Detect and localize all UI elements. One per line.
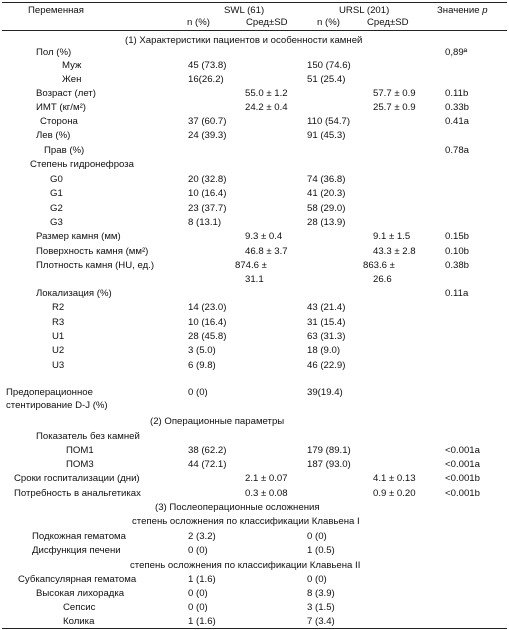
row-label: Сепсис (63, 602, 96, 613)
swl-count-cell: 10 (16.4) (188, 188, 227, 199)
ursl-mean-cell: 25.7 ± 0.9 (373, 102, 416, 113)
row-label: G0 (50, 174, 63, 185)
section-heading: степень осложнения по классификации Клавьена II (130, 560, 361, 571)
swl-count-cell: 38 (62.2) (188, 445, 227, 456)
header-rule (2, 30, 507, 31)
row-label: Локализация (%) (36, 288, 112, 299)
ursl-count-cell: 150 (74.6) (307, 60, 351, 71)
row-label: Муж (62, 60, 82, 71)
ursl-count-cell: 91 (45.3) (307, 130, 346, 141)
swl-count-cell: 24 (39.3) (188, 130, 227, 141)
row-label: Колика (63, 616, 95, 627)
ursl-mean-cell: 57.7 ± 0.9 (373, 88, 416, 99)
swl-mean-cell: 46.8 ± 3.7 (245, 246, 288, 257)
ursl-count-cell: 46 (22.9) (307, 360, 346, 371)
row-label: ПОМ1 (66, 445, 94, 456)
p-value-cell: 0,89ª (445, 47, 468, 58)
swl-count-cell: 0 (0) (188, 602, 208, 613)
swl-count-cell: 0 (0) (188, 545, 208, 556)
swl-mean-cell: 2.1 ± 0.07 (245, 473, 288, 484)
row-label: Субкапсулярная гематома (18, 574, 137, 585)
swl-mean-cell: 31.1 (245, 274, 264, 285)
p-value-cell: <0.001a (445, 459, 480, 470)
ursl-count-cell: 179 (89.1) (307, 445, 351, 456)
section-heading: степень осложнения по классификации Клавьена I (132, 516, 360, 527)
ursl-count-cell: 28 (13.9) (307, 217, 346, 228)
ursl-count-cell: 187 (93.0) (307, 459, 351, 470)
ursl-count-cell: 74 (36.8) (307, 174, 346, 185)
row-label: Сроки госпитализации (дни) (14, 473, 140, 484)
row-label: U2 (52, 345, 65, 356)
p-value-cell: 0.41a (445, 116, 470, 127)
ursl-count-cell: 0 (0) (307, 574, 327, 585)
swl-count-cell: 3 (5.0) (188, 345, 216, 356)
bottom-rule (2, 628, 507, 629)
row-label: Потребность в анальгетиках (14, 488, 141, 499)
ursl-count-cell: 41 (20.3) (307, 188, 346, 199)
row-label: G1 (50, 188, 63, 199)
swl-count-cell: 10 (16.4) (188, 317, 227, 328)
row-label: Лев (%) (36, 130, 71, 141)
section-heading: (1) Характеристики пациентов и особенности камней (125, 35, 363, 46)
ursl-count-cell: 58 (29.0) (307, 203, 346, 214)
row-label: U3 (52, 360, 65, 371)
row-label: ПОМ3 (66, 459, 94, 470)
ursl-mean-cell: 4.1 ± 0.13 (373, 473, 416, 484)
swl-count-cell: 14 (23.0) (188, 302, 227, 313)
swl-count-cell: 0 (0) (188, 387, 208, 398)
p-value-cell: 0.38b (445, 260, 470, 271)
row-label: Прав (%) (44, 145, 85, 156)
swl-count-cell: 16(26.2) (188, 74, 224, 85)
swl-count-cell: 44 (72.1) (188, 459, 227, 470)
row-label: Поверхность камня (мм²) (36, 246, 149, 257)
section-heading: (3) Послеоперационные осложнения (155, 502, 320, 513)
header-pvalue-label: Значение (437, 5, 480, 16)
swl-count-cell: 6 (9.8) (188, 360, 216, 371)
ursl-mean-cell: 9.1 ± 1.5 (373, 231, 411, 242)
row-label: Сторона (40, 116, 78, 127)
p-value-cell: 0.10b (445, 246, 470, 257)
ursl-mean-cell: 0.9 ± 0.20 (373, 488, 416, 499)
row-label: Дисфункция печени (32, 545, 121, 556)
row-label: U1 (52, 331, 65, 342)
p-value-cell: <0.001b (445, 473, 480, 484)
row-label: Высокая лихорадка (36, 588, 125, 599)
row-label: Степень гидронефроза (30, 159, 134, 170)
row-label: Показатель без камней (36, 431, 140, 442)
ursl-mean-cell: 43.3 ± 2.8 (373, 246, 416, 257)
p-value-cell: 0.15b (445, 231, 470, 242)
header-ursl-n: n (%) (317, 17, 340, 28)
row-label: Жен (62, 74, 82, 85)
header-ursl: URSL (201) (339, 5, 390, 16)
row-label: стентирование D-J (%) (6, 400, 108, 411)
row-label: Предоперационное (6, 387, 93, 398)
ursl-count-cell: 51 (25.4) (307, 74, 346, 85)
row-label: ИМТ (кг/м²) (36, 102, 86, 113)
ursl-count-cell: 43 (21.4) (307, 302, 346, 313)
row-label: R2 (52, 302, 65, 313)
swl-count-cell: 37 (60.7) (188, 116, 227, 127)
swl-mean-cell: 24.2 ± 0.4 (245, 102, 288, 113)
p-value-cell: 0.11b (445, 88, 469, 99)
row-label: Плотность камня (HU, ед.) (36, 260, 155, 271)
p-value-cell: <0.001b (445, 488, 480, 499)
swl-mean-cell: 9.3 ± 0.4 (245, 231, 283, 242)
ursl-count-cell: 3 (1.5) (307, 602, 335, 613)
swl-count-cell: 8 (13.1) (188, 217, 222, 228)
swl-count-cell: 1 (1.6) (188, 616, 216, 627)
header-swl: SWL (61) (224, 5, 265, 16)
swl-count-cell: 2 (3.2) (188, 531, 216, 542)
p-value-cell: 0.11a (445, 288, 469, 299)
ursl-count-cell: 1 (0.5) (307, 545, 335, 556)
row-label: R3 (52, 317, 65, 328)
ursl-count-cell: 8 (3.9) (307, 588, 335, 599)
ursl-count-cell: 0 (0) (307, 531, 327, 542)
ursl-count-cell: 31 (15.4) (307, 317, 346, 328)
section-heading: (2) Операционные параметры (150, 416, 285, 427)
row-label: Размер камня (мм) (36, 231, 121, 242)
ursl-mean-cell: 26.6 (373, 274, 392, 285)
swl-count-cell: 0 (0) (188, 588, 208, 599)
p-value-cell: 0.33b (445, 102, 470, 113)
ursl-count-cell: 39(19.4) (307, 387, 343, 398)
header-pvalue (437, 5, 488, 16)
swl-mean-cell: 0.3 ± 0.08 (245, 488, 288, 499)
header-swl-mean: Сред±SD (246, 17, 288, 28)
swl-count-cell: 28 (45.8) (188, 331, 227, 342)
p-value-cell: 0.78a (445, 145, 470, 156)
header-swl-n: n (%) (187, 17, 210, 28)
top-rule (2, 2, 507, 3)
row-label: Подкожная гематома (32, 531, 126, 542)
ursl-count-cell: 63 (31.3) (307, 331, 346, 342)
swl-mean-cell: 874.6 ± (235, 260, 267, 271)
swl-count-cell: 23 (37.7) (188, 203, 227, 214)
row-label: Возраст (лет) (36, 88, 96, 99)
swl-count-cell: 45 (73.8) (188, 60, 227, 71)
ursl-mean-cell: 863.6 ± (363, 260, 395, 271)
header-pvalue-var: p (482, 5, 488, 16)
swl-count-cell: 1 (1.6) (188, 574, 216, 585)
row-label: G3 (50, 217, 63, 228)
row-label: Пол (%) (36, 47, 72, 58)
swl-mean-cell: 55.0 ± 1.2 (245, 88, 288, 99)
ursl-count-cell: 18 (9.0) (307, 345, 341, 356)
header-ursl-mean: Сред±SD (367, 17, 409, 28)
p-value-cell: <0.001a (445, 445, 480, 456)
swl-count-cell: 20 (32.8) (188, 174, 227, 185)
ursl-count-cell: 110 (54.7) (307, 116, 351, 127)
header-variable: Переменная (28, 5, 84, 16)
ursl-count-cell: 7 (3.4) (307, 616, 335, 627)
row-label: G2 (50, 203, 63, 214)
